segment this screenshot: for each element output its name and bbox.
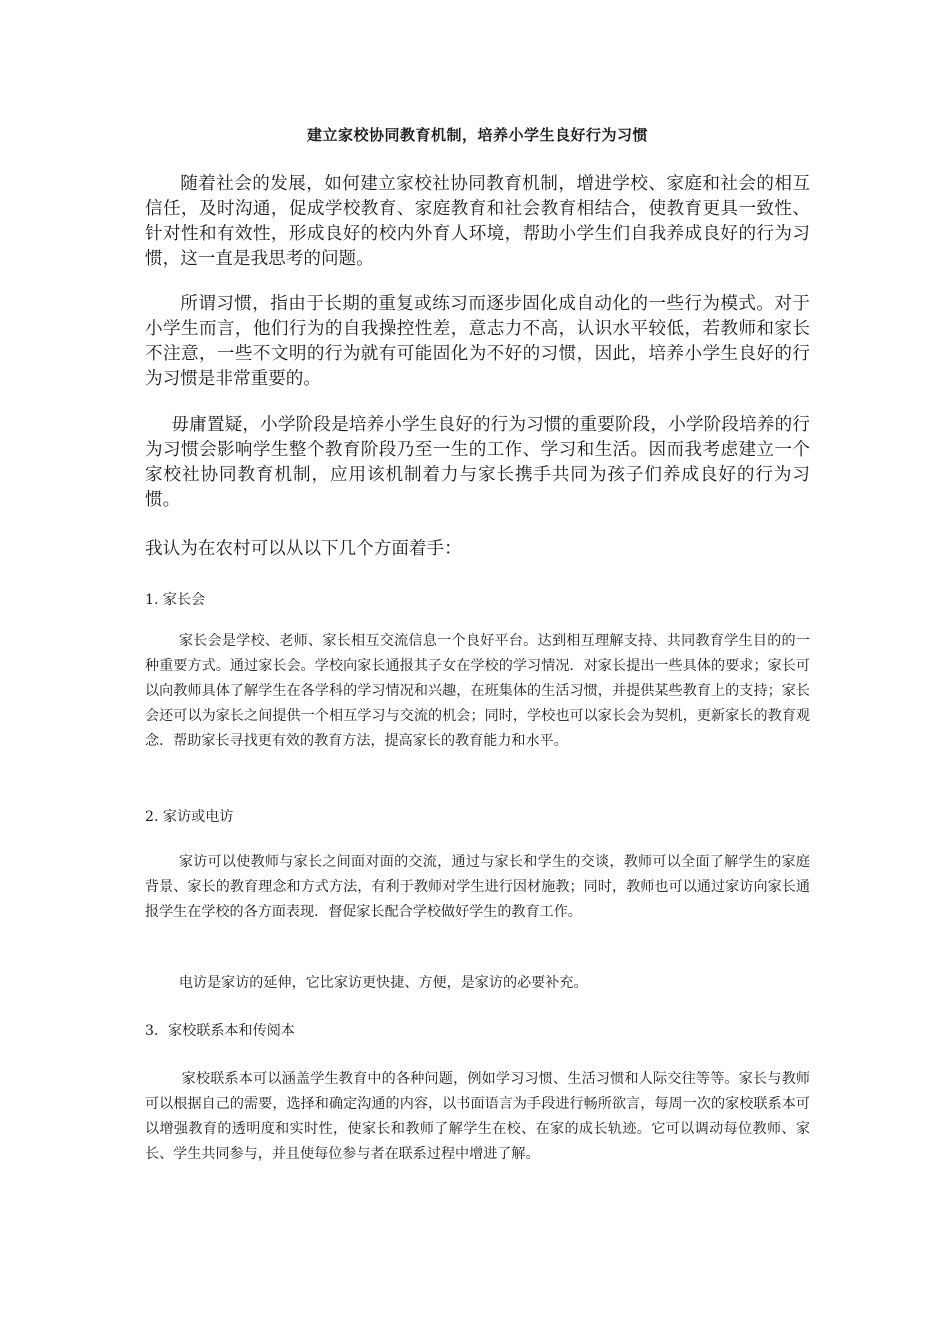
intro-paragraph-4: 我认为在农村可以从以下几个方面着手： [145, 539, 462, 559]
intro-paragraph-2: 所谓习惯，指由于长期的重复或练习而逐步固化成自动化的一些行为模式。对于小学生而言，他们行为的自我操控性差，意志力不高，认识水平较低，若教师和家长不注意，一些不文明的行为就有可能固化为不好的习惯，因此，培养小学生良好的行为习惯是非常重要的。 [145, 294, 810, 389]
section-2-paragraph-1: 家访可以使教师与家长之间面对面的交流，通过与家长和学生的交谈，教师可以全面了解学生的家庭背景、家长的教育理念和方式方法，有利于教师对学生进行因材施教；同时，教师也可以通过家访向家长通报学生在学校的各方面表现．督促家长配合学校做好学生的教育工作。 [145, 854, 810, 920]
section-2-paragraph-2: 电访是家访的延伸，它比家访更快捷、方便，是家访的必要补充。 [178, 975, 588, 991]
section-heading-1: 1. 家长会 [145, 592, 206, 608]
intro-paragraph-1: 随着社会的发展，如何建立家校社协同教育机制，增进学校、家庭和社会的相互信任，及时沟通，促成学校教育、家庭教育和社会教育相结合，使教育更具一致性、针对性和有效性，形成良好的校内外育人环境，帮助小学生们自我养成良好的行为习惯，这一直是我思考的问题。 [145, 174, 810, 269]
section-heading-2: 2. 家访或电访 [145, 809, 234, 825]
intro-paragraph-3: 毋庸置疑，小学阶段是培养小学生良好的行为习惯的重要阶段，小学阶段培养的行为习惯会影响学生整个教育阶段乃至一生的工作、学习和生活。因而我考虑建立一个家校社协同教育机制，应用该机制着力与家长携手共同为孩子们养成良好的行为习惯。 [145, 415, 810, 510]
document-title: 建立家校协同教育机制，培养小学生良好行为习惯 [306, 126, 648, 144]
section-1-paragraph-1: 家长会是学校、老师、家长相互交流信息一个良好平台。达到相互理解支持、共同教育学生目的的一种重要方式。通过家长会。学校向家长通报其子女在学校的学习情况．对家长提出一些具体的要求；家长可以向教师具体了解学生在各学科的学习情况和兴趣，在班集体的生活习惯，并提供某些教育上的支持；家长会还可以为家长之间提供一个相互学习与交流的机会；同时，学校也可以家长会为契机，更新家长的教育观念．帮助家长寻找更有效的教育方法，提高家长的教育能力和水平。 [145, 633, 810, 749]
section-3-paragraph-1: 家校联系本可以涵盖学生教育中的各种问题，例如学习习惯、生活习惯和人际交往等等。家长与教师可以根据自己的需要，选择和确定沟通的内容，以书面语言为手段进行畅所欲言，每周一次的家校联系本可以增强教育的透明度和实时性，使家长和教师了解学生在校、在家的成长轨迹。它可以调动每位教师、家长、学生共同参与，并且使每位参与者在联系过程中增进了解。 [145, 1071, 810, 1162]
section-heading-3: 3．家校联系本和传阅本 [145, 1023, 295, 1039]
